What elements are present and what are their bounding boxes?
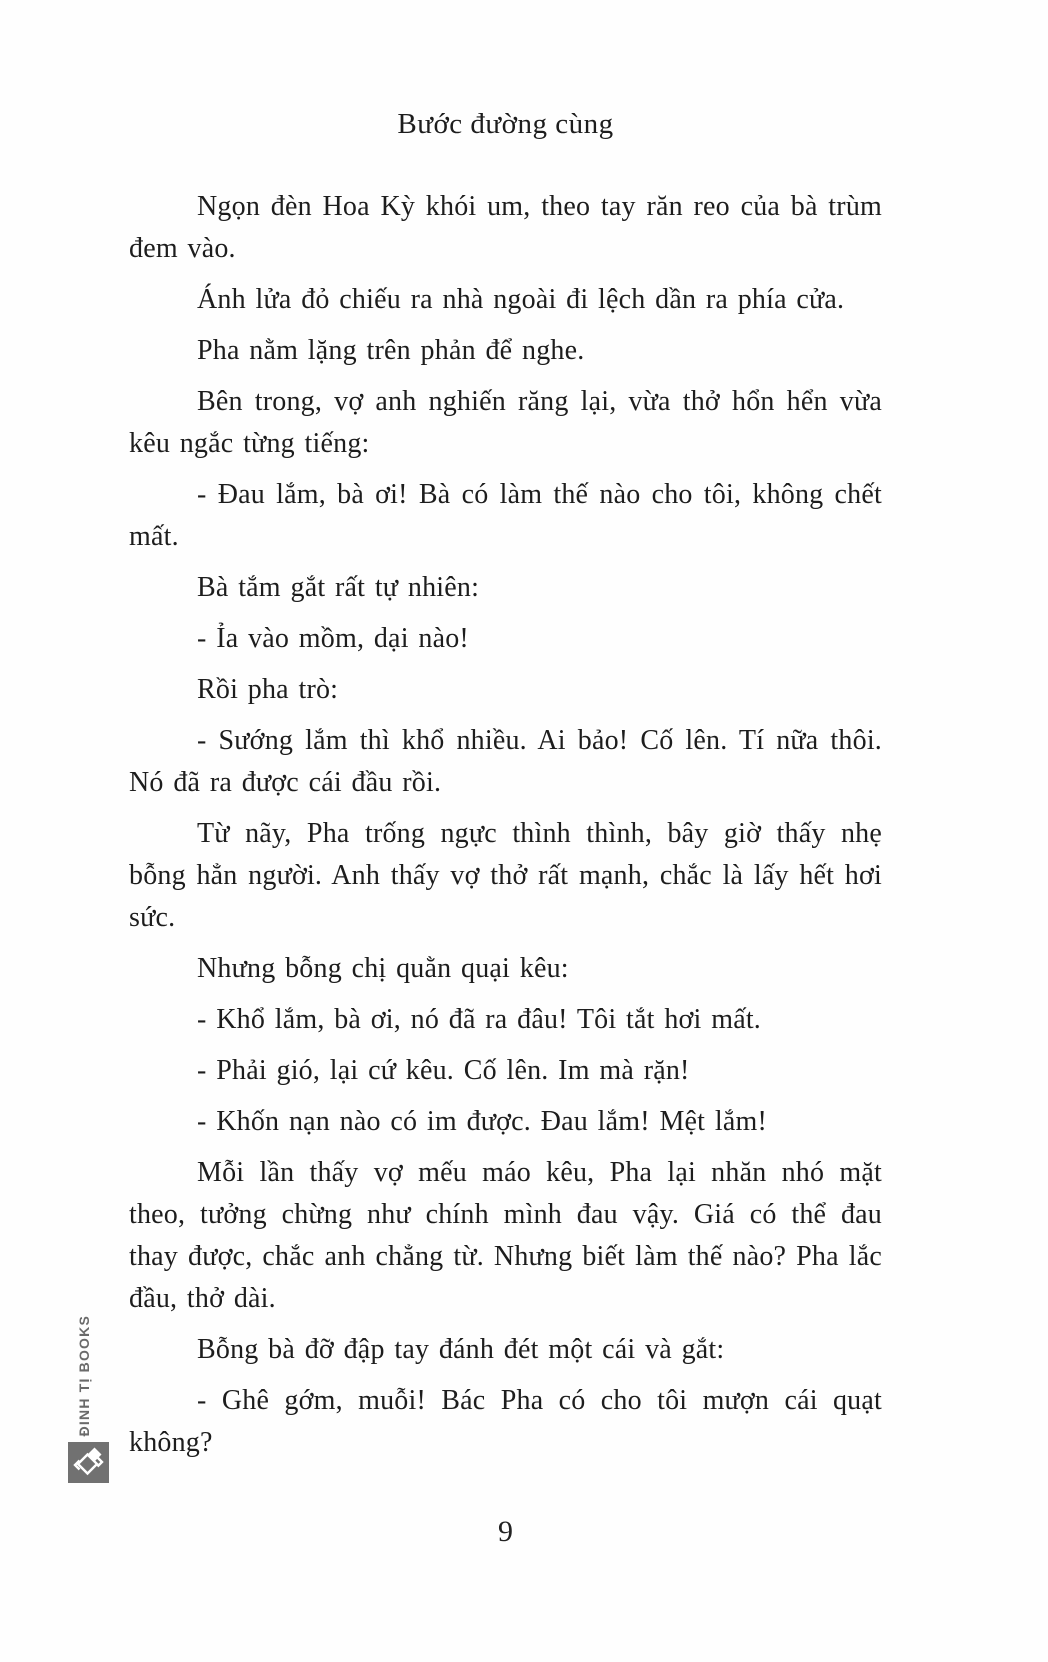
paragraph: Bên trong, vợ anh nghiến răng lại, vừa thở hổn hển vừa kêu ngắc từng tiếng: (129, 386, 882, 459)
dialogue-paragraph: - Sướng lắm thì khổ nhiều. Ai bảo! Cố lên. Tí nữa thôi. Nó đã ra được cái đầu rồi. (129, 725, 882, 798)
paragraph: Ngọn đèn Hoa Kỳ khói um, theo tay răn reo của bà trùm đem vào. (129, 191, 882, 264)
dinh-ti-books-logo-icon (68, 1442, 109, 1483)
paragraph: Nhưng bỗng chị quằn quại kêu: (197, 953, 569, 984)
dialogue-paragraph: - Khổ lắm, bà ơi, nó đã ra đâu! Tôi tắt hơi mất. (197, 1004, 762, 1035)
paragraph: Mỗi lần thấy vợ mếu máo kêu, Pha lại nhăn nhó mặt theo, tưởng chừng như chính mình đau vậy. Giá có thể đau thay được, chắc anh chẳng từ. Nhưng biết làm thế nào? Pha lắc đầu, thở dài. (129, 1157, 882, 1314)
paragraph: Ánh lửa đỏ chiếu ra nhà ngoài đi lệch dần ra phía cửa. (197, 284, 845, 315)
book-title: Bước đường cùng (397, 108, 614, 140)
paragraph: Rồi pha trò: (197, 674, 339, 705)
dialogue-paragraph: - Đau lắm, bà ơi! Bà có làm thế nào cho tôi, không chết mất. (129, 479, 882, 552)
page-content (129, 108, 882, 1464)
dialogue-paragraph: - Phải gió, lại cứ kêu. Cố lên. Im mà rặn! (197, 1055, 690, 1086)
paragraph: Pha nằm lặng trên phản để nghe. (197, 335, 585, 366)
paragraph: Bỗng bà đỡ đập tay đánh đét một cái và gắt: (197, 1334, 725, 1365)
dialogue-paragraph: - Khốn nạn nào có im được. Đau lắm! Mệt lắm! (197, 1106, 767, 1137)
paragraph: Bà tắm gắt rất tự nhiên: (197, 572, 480, 603)
dialogue-paragraph: - Ghê gớm, muỗi! Bác Pha có cho tôi mượn cái quạt không? (129, 1385, 882, 1458)
page-number: 9 (498, 1515, 513, 1548)
paragraph: Từ nãy, Pha trống ngực thình thình, bây giờ thấy nhẹ bỗng hẳn người. Anh thấy vợ thở rất mạnh, chắc là lấy hết hơi sức. (129, 818, 882, 933)
dialogue-paragraph: - Ỉa vào mồm, dại nào! (197, 623, 469, 654)
publisher-name-vertical: ĐINH TỊ BOOKS (76, 1315, 92, 1437)
